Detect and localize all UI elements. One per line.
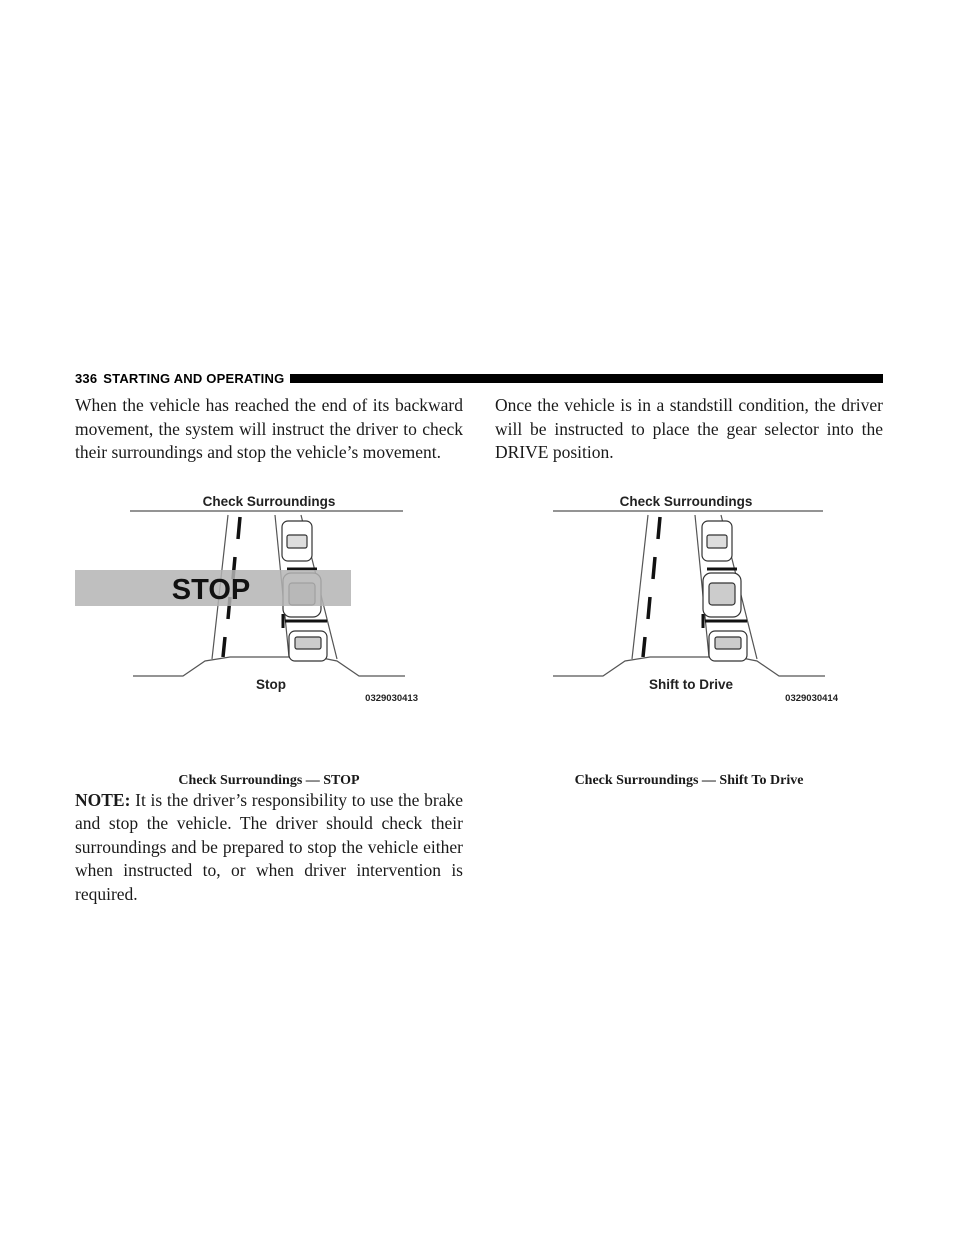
- figure-stop: [75, 487, 463, 777]
- figure-stop-caption: Check Surroundings — STOP: [178, 772, 360, 788]
- figure-stop-illustration: [75, 487, 463, 777]
- right-column: [495, 394, 883, 789]
- figure-drive-illustration: [495, 487, 883, 777]
- figure-drive: [495, 487, 883, 777]
- section-title: STARTING AND OPERATING: [103, 370, 285, 386]
- figure-stop-title: Check Surroundings: [202, 493, 336, 509]
- figure-drive-label: Shift to Drive: [648, 676, 734, 692]
- right-paragraph: Once the vehicle is in a standstill condition, the driver will be instructed to place the gear selector into the DRIVE position.: [495, 395, 883, 462]
- page-number: 336: [75, 370, 98, 386]
- page-header: [75, 370, 883, 386]
- parked-car-top: [702, 521, 732, 561]
- note-text: It is the driver’s responsibility to use the brake and stop the vehicle. The driver should check their surroundings and be prepared to stop the vehicle either when instructed to, or when driver intervention is required.: [75, 789, 464, 904]
- own-vehicle: [703, 573, 741, 617]
- figure-stop-label: Stop: [256, 676, 286, 692]
- figure-drive-title: Check Surroundings: [619, 493, 753, 509]
- ground-outline: [553, 657, 825, 676]
- left-paragraph: When the vehicle has reached the end of its backward movement, the system will instruct the driver to check their surroundings and stop the vehicle’s movement.: [75, 395, 463, 462]
- parked-car-bottom: [709, 631, 747, 661]
- figure-drive-code: 0329030414: [785, 692, 838, 704]
- figure-stop-code: 0329030413: [365, 692, 418, 704]
- note-label: NOTE:: [75, 789, 131, 810]
- note-paragraph: [75, 789, 463, 907]
- figure-drive-caption: Check Surroundings — Shift To Drive: [574, 772, 804, 788]
- ground-outline: [133, 657, 405, 676]
- header-rule: [290, 374, 883, 383]
- stop-overlay-text: STOP: [171, 573, 251, 606]
- parked-car-bottom: [289, 631, 327, 661]
- left-column: [75, 394, 463, 906]
- parked-car-top: [282, 521, 312, 561]
